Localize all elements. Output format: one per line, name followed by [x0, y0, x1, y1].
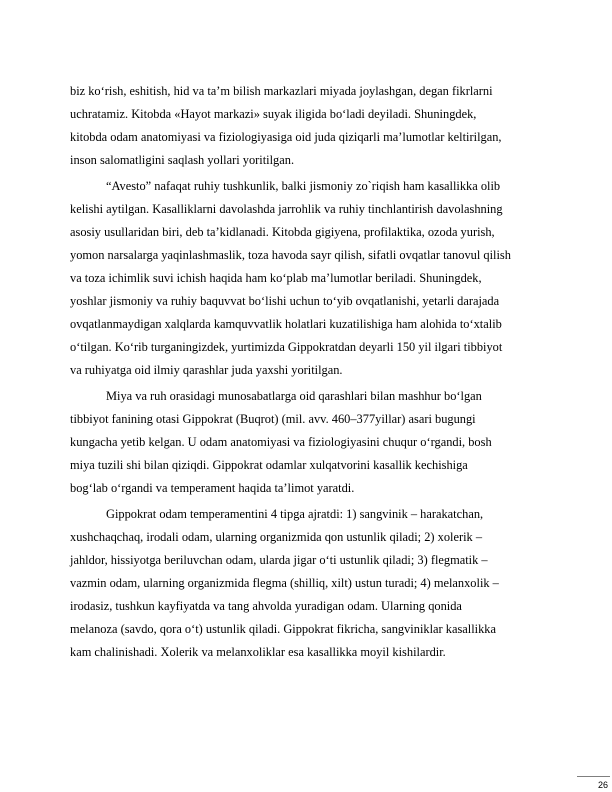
- paragraph-2-line-4: yomon narsalarga yaqinlashmaslik, toza havoda sayr qilish, sifatli ovqatlar tanovul qilish: [70, 248, 511, 262]
- paragraph-1-line-1: biz ko‘rish, eshitish, hid va ta’m bilish markazlari miyada joylashgan, degan fikrlarni: [70, 84, 493, 98]
- paragraph-2-line-8: o‘tilgan. Ko‘rib turganingizdek, yurtimizda Gippokratdan deyarli 150 yil ilgari tibbiyot: [70, 340, 503, 354]
- paragraph-2-line-3: asosiy usullaridan biri, deb ta’kidlanadi. Kitobda gigiyena, profilaktika, ozoda yurish,: [70, 225, 495, 239]
- paragraph-2-line-9: va ruhiyatga oid ilmiy qarashlar juda yaxshi yoritilgan.: [70, 363, 343, 377]
- paragraph-4-line-6: melanoza (savdo, qora o‘t) ustunlik qiladi. Gippokrat fikricha, sangviniklar kasallikka: [70, 622, 496, 636]
- paragraph-4-line-2: xushchaqchaq, irodali odam, ularning organizmida qon ustunlik qiladi; 2) xolerik –: [70, 530, 483, 544]
- paragraph-2-line-5: va toza ichimlik suvi ichish haqida ham ko‘plab ma’lumotlar beriladi. Shuningdek,: [70, 271, 482, 285]
- paragraph-4-line-3: jahldor, hissiyotga beriluvchan odam, ularda jigar o‘ti ustunlik qiladi; 3) flegmatik –: [70, 553, 488, 567]
- paragraph-3-line-4: miya tuzili shi bilan qiziqdi. Gippokrat odamlar xulqatvorini kasallik kechishiga: [70, 458, 468, 472]
- paragraph-3-line-5: bog‘lab o‘rgandi va temperament haqida ta’limot yaratdi.: [70, 481, 355, 495]
- paragraph-4-line-1: Gippokrat odam temperamentini 4 tipga ajratdi: 1) sangvinik – harakatchan,: [106, 507, 484, 521]
- paragraph-1-line-3: kitobda odam anatomiyasi va fiziologiyasiga oid juda qiziqarli ma’lumotlar keltirilgan,: [70, 130, 502, 144]
- paragraph-4-line-5: irodasiz, tushkun kayfiyatda va tang ahvolda yuradigan odam. Ularning qonida: [70, 599, 462, 613]
- page-number: 26: [597, 780, 608, 790]
- footer-rule: [577, 776, 610, 777]
- paragraph-1-line-4: inson salomatligini saqlash yollari yoritilgan.: [70, 153, 295, 167]
- paragraph-3-line-1: Miya va ruh orasidagi munosabatlarga oid qarashlari bilan mashhur bo‘lgan: [106, 389, 482, 403]
- paragraph-4-line-4: vazmin odam, ularning organizmida flegma (shilliq, xilt) ustun turadi; 4) melanxolik –: [70, 576, 499, 590]
- paragraph-4-line-7: kam chalinishadi. Xolerik va melanxoliklar esa kasallikka moyil kishilardir.: [70, 645, 446, 659]
- paragraph-2-line-7: ovqatlanmaydigan xalqlarda kamquvvatlik holatlari kuzatilishiga ham alohida to‘xtalib: [70, 317, 502, 331]
- paragraph-3-line-3: kungacha yetib kelgan. U odam anatomiyasi va fiziologiyasini chuqur o‘rgandi, bosh: [70, 435, 492, 449]
- paragraph-3-line-2: tibbiyot fanining otasi Gippokrat (Buqrot) (mil. avv. 460–377yillar) asari bugungi: [70, 412, 476, 426]
- paragraph-1-line-2: uchratamiz. Kitobda «Hayot markazi» suyak iligida bo‘ladi deyiladi. Shuningdek,: [70, 107, 477, 121]
- paragraph-2-line-6: yoshlar jismoniy va ruhiy baquvvat bo‘lishi uchun to‘yib ovqatlanishi, yetarli darajada: [70, 294, 500, 308]
- paragraph-2-line-1: “Avesto” nafaqat ruhiy tushkunlik, balki jismoniy zo`riqish ham kasallikka olib: [106, 179, 501, 193]
- paragraph-2-line-2: kelishi aytilgan. Kasalliklarni davolashda jarrohlik va ruhiy tinchlantirish davolashning: [70, 202, 503, 216]
